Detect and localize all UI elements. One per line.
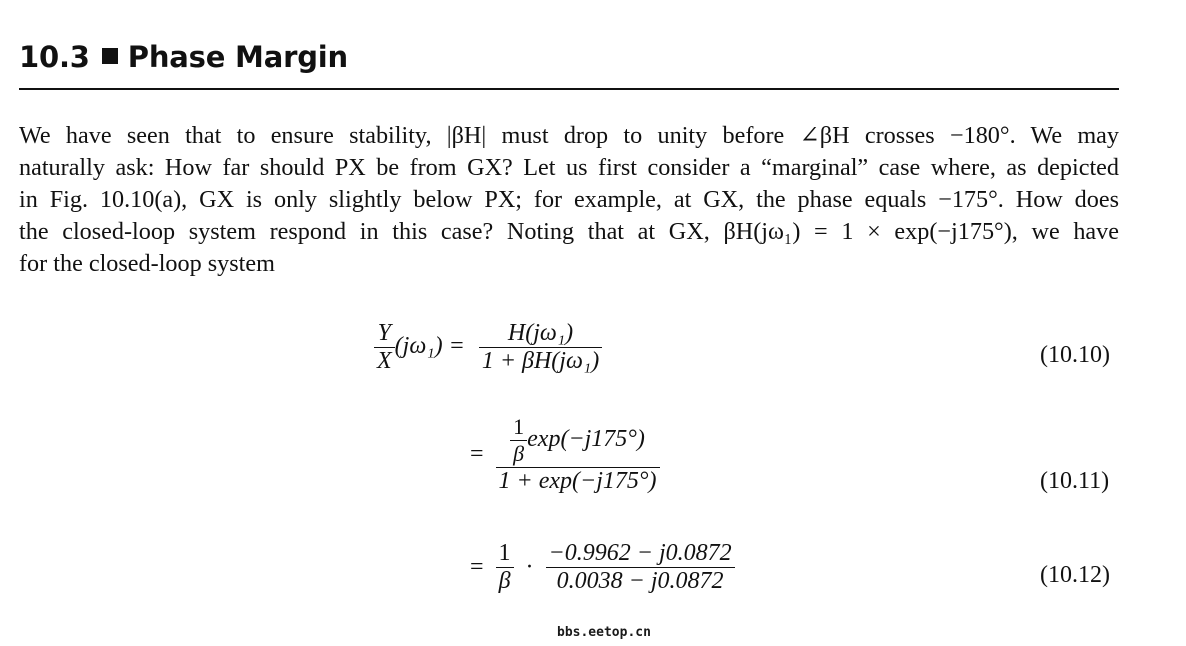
- exp-fraction: [496, 414, 660, 495]
- one-over-beta: [496, 540, 514, 595]
- transfer-fraction: [479, 320, 602, 375]
- denominator: 1 + exp(−j175°): [496, 467, 660, 495]
- dot-operator: ·: [525, 554, 534, 580]
- denominator: β: [496, 567, 514, 595]
- section-number: 10.3: [19, 40, 90, 74]
- paragraph-line: We have seen that to ensure stability, |βH| must drop to unity before ∠βH crosses −180°. We may: [19, 122, 1119, 149]
- equals-sign: =: [470, 441, 484, 467]
- section-title: Phase Margin: [127, 40, 348, 74]
- body-paragraph: [19, 120, 1119, 280]
- square-bullet-icon: [102, 48, 118, 64]
- denominator: β: [510, 440, 527, 467]
- numerator: [496, 414, 660, 467]
- equation-number: (10.12): [1040, 562, 1110, 588]
- watermark: bbs.eetop.cn: [557, 625, 651, 640]
- numerator: Y: [377, 320, 392, 346]
- equation-10-11: [470, 414, 660, 495]
- numeric-fraction: [546, 540, 735, 595]
- exp-term: exp(−j175°): [527, 426, 645, 453]
- lhs-argument: (jω₁) =: [394, 333, 465, 360]
- equals-sign: =: [470, 554, 484, 580]
- numerator: 1: [498, 540, 511, 566]
- paragraph-line: for the closed-loop system: [19, 250, 275, 277]
- numerator: 1: [513, 414, 525, 439]
- denominator: 0.0038 − j0.0872: [546, 567, 735, 595]
- equation-10-12: [470, 540, 735, 595]
- equation-10-10: [374, 320, 602, 375]
- paragraph-line: in Fig. 10.10(a), GX is only slightly below PX; for example, at GX, the phase equals −175°. How does: [19, 186, 1119, 213]
- equation-number: (10.10): [1040, 342, 1110, 368]
- denominator: 1 + βH(jω₁): [479, 347, 602, 375]
- section-heading: [19, 40, 1119, 74]
- equation-number: (10.11): [1040, 468, 1110, 494]
- paragraph-line: the closed-loop system respond in this case? Noting that at GX, βH(jω₁) = 1 × exp(−j175°), we have: [19, 218, 1119, 245]
- numerator: −0.9962 − j0.0872: [548, 540, 732, 566]
- y-over-x-fraction: [374, 320, 395, 375]
- heading-rule: [19, 88, 1119, 90]
- denominator: X: [374, 347, 395, 375]
- one-over-beta: [510, 414, 527, 467]
- numerator: H(jω₁): [507, 320, 574, 346]
- paragraph-line: naturally ask: How far should PX be from GX? Let us first consider a “marginal” case where, as depicted: [19, 154, 1119, 181]
